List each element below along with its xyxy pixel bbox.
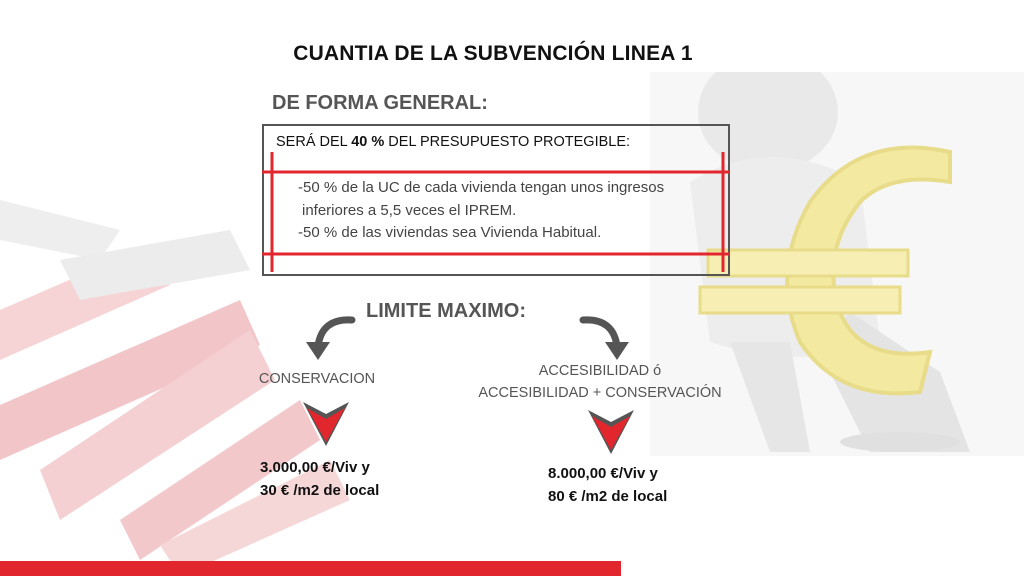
box-lead-text xyxy=(276,134,630,150)
curved-arrow-down-right-icon xyxy=(575,310,635,366)
condition-line-2: inferiores a 5,5 veces el IPREM. xyxy=(302,202,517,219)
left-amount-line-1: 3.000,00 €/Viv y xyxy=(260,459,370,476)
lead-percentage: 40 % xyxy=(351,134,385,150)
right-category-line-2: ACCESIBILIDAD + CONSERVACIÓN xyxy=(478,385,722,401)
lead-suffix: DEL PRESUPUESTO PROTEGIBLE: xyxy=(384,134,631,150)
condition-line-3: -50 % de las viviendas sea Vivienda Habitual. xyxy=(298,224,602,241)
left-category: CONSERVACION xyxy=(258,371,376,387)
lead-prefix: SERÁ DEL xyxy=(276,134,352,150)
general-heading: DE FORMA GENERAL: xyxy=(272,92,488,114)
red-chevron-down-icon xyxy=(303,402,349,446)
right-category-line-1: ACCESIBILIDAD ó xyxy=(538,363,662,379)
slide-title: CUANTIA DE LA SUBVENCIÓN LINEA 1 xyxy=(293,42,693,65)
bottom-accent-bar xyxy=(0,561,621,576)
left-amount-line-2: 30 € /m2 de local xyxy=(260,482,380,499)
curved-arrow-down-left-icon xyxy=(300,310,360,366)
limit-heading: LIMITE MAXIMO: xyxy=(366,300,526,322)
condition-line-1: -50 % de la UC de cada vivienda tengan unos ingresos xyxy=(298,179,665,196)
right-amount-line-1: 8.000,00 €/Viv y xyxy=(548,465,658,482)
red-chevron-down-icon xyxy=(588,410,634,454)
right-amount-line-2: 80 € /m2 de local xyxy=(548,488,668,505)
